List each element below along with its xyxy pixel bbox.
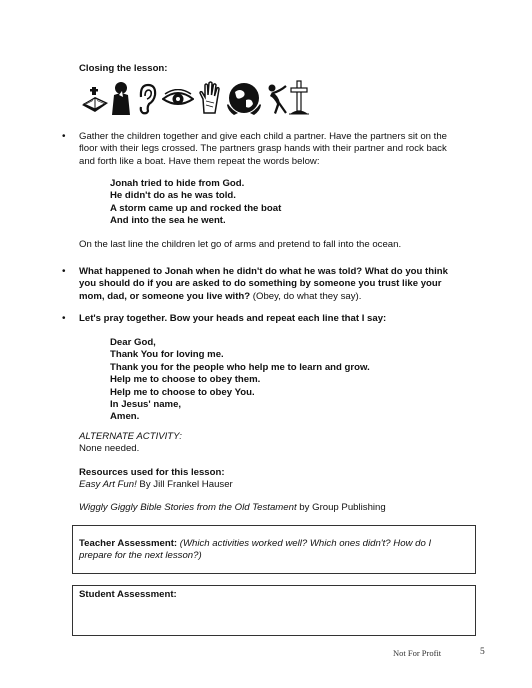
prayer-line: Dear God, xyxy=(110,337,156,348)
bullet-marker: • xyxy=(62,266,66,277)
text-line xyxy=(79,291,499,303)
resource-item xyxy=(79,502,386,514)
eye-icon xyxy=(162,89,194,109)
cross-icon xyxy=(288,79,310,115)
prayer xyxy=(110,337,370,424)
alternate-label: ALTERNATE ACTIVITY: xyxy=(79,431,182,442)
alternate-activity xyxy=(79,431,182,456)
resource-item xyxy=(79,479,233,491)
question-end: mom, dad, or someone you live with? xyxy=(79,290,251,302)
hand-icon xyxy=(198,81,222,115)
bullet-marker: • xyxy=(62,131,66,142)
ear-icon xyxy=(136,83,158,115)
jonah-rhyme xyxy=(110,178,281,228)
resource-title: Easy Art Fun! xyxy=(79,479,137,491)
prayer-line: Help me to choose to obey You. xyxy=(110,386,255,398)
text-line xyxy=(79,538,469,550)
text-line: you should do if you are asked to do something by someone you trust like your xyxy=(79,278,442,290)
resource-author: by Group Publishing xyxy=(296,502,386,513)
prayer-line: Thank You for loving me. xyxy=(110,349,224,361)
prayer-line: Thank you for the people who help me to learn and grow. xyxy=(110,361,370,373)
text-line: and forth like a boat. Have them repeat the words below: xyxy=(79,155,320,167)
prayer-line: Help me to choose to obey them. xyxy=(110,374,261,386)
resources xyxy=(79,467,233,492)
teacher-assessment-label: Teacher Assessment: xyxy=(79,538,178,549)
bullet-marker: • xyxy=(62,313,66,324)
text-line: floor with their legs crossed. The partners grasp hands with their partner and rock back xyxy=(79,143,447,155)
gather-instructions xyxy=(79,131,499,168)
alternate-text: None needed. xyxy=(79,443,140,455)
footer-text: Not For Profit xyxy=(393,648,442,658)
question-answer: (Obey, do what they say). xyxy=(250,290,362,302)
rhyme-line: He didn't do as he was told. xyxy=(110,190,236,202)
resources-heading: Resources used for this lesson: xyxy=(79,467,225,478)
prayer-line: Amen. xyxy=(110,411,140,423)
pray-intro: Let's pray together. Bow your heads and repeat each line that I say: xyxy=(79,313,387,324)
text-line: Gather the children together and give each child a partner. Have the partners sit on the xyxy=(79,131,447,142)
student-assessment-box[interactable] xyxy=(72,585,476,636)
discussion-question xyxy=(79,266,499,303)
last-line-note: On the last line the children let go of arms and pretend to fall into the ocean. xyxy=(79,239,402,250)
teacher-assessment-prompt: (Which activities worked well? Which ones didn't? How do I xyxy=(177,538,432,549)
student-assessment-label: Student Assessment: xyxy=(79,589,177,600)
rhyme-line: A storm came up and rocked the boat xyxy=(110,202,282,214)
bible-icon xyxy=(80,85,110,115)
resource-title: Wiggly Giggly Bible Stories from the Old Testament xyxy=(79,502,297,513)
teacher-assessment-prompt: prepare for the next lesson?) xyxy=(79,550,202,562)
globe-icon xyxy=(226,80,262,116)
prayer-line: In Jesus' name, xyxy=(110,399,182,411)
icon-strip xyxy=(80,79,310,117)
teacher-assessment-text xyxy=(79,538,469,563)
text-line: What happened to Jonah when he didn't do what he was told? What do you think xyxy=(79,266,448,277)
praying-child-icon xyxy=(110,81,132,117)
person-stretching-icon xyxy=(266,83,288,115)
page-number: 5 xyxy=(480,647,485,657)
teacher-assessment-box[interactable] xyxy=(72,525,476,574)
rhyme-line: And into the sea he went. xyxy=(110,215,226,227)
rhyme-line: Jonah tried to hide from God. xyxy=(110,178,245,189)
resource-author: By Jill Frankel Hauser xyxy=(136,479,233,491)
closing-heading: Closing the lesson: xyxy=(79,63,168,74)
